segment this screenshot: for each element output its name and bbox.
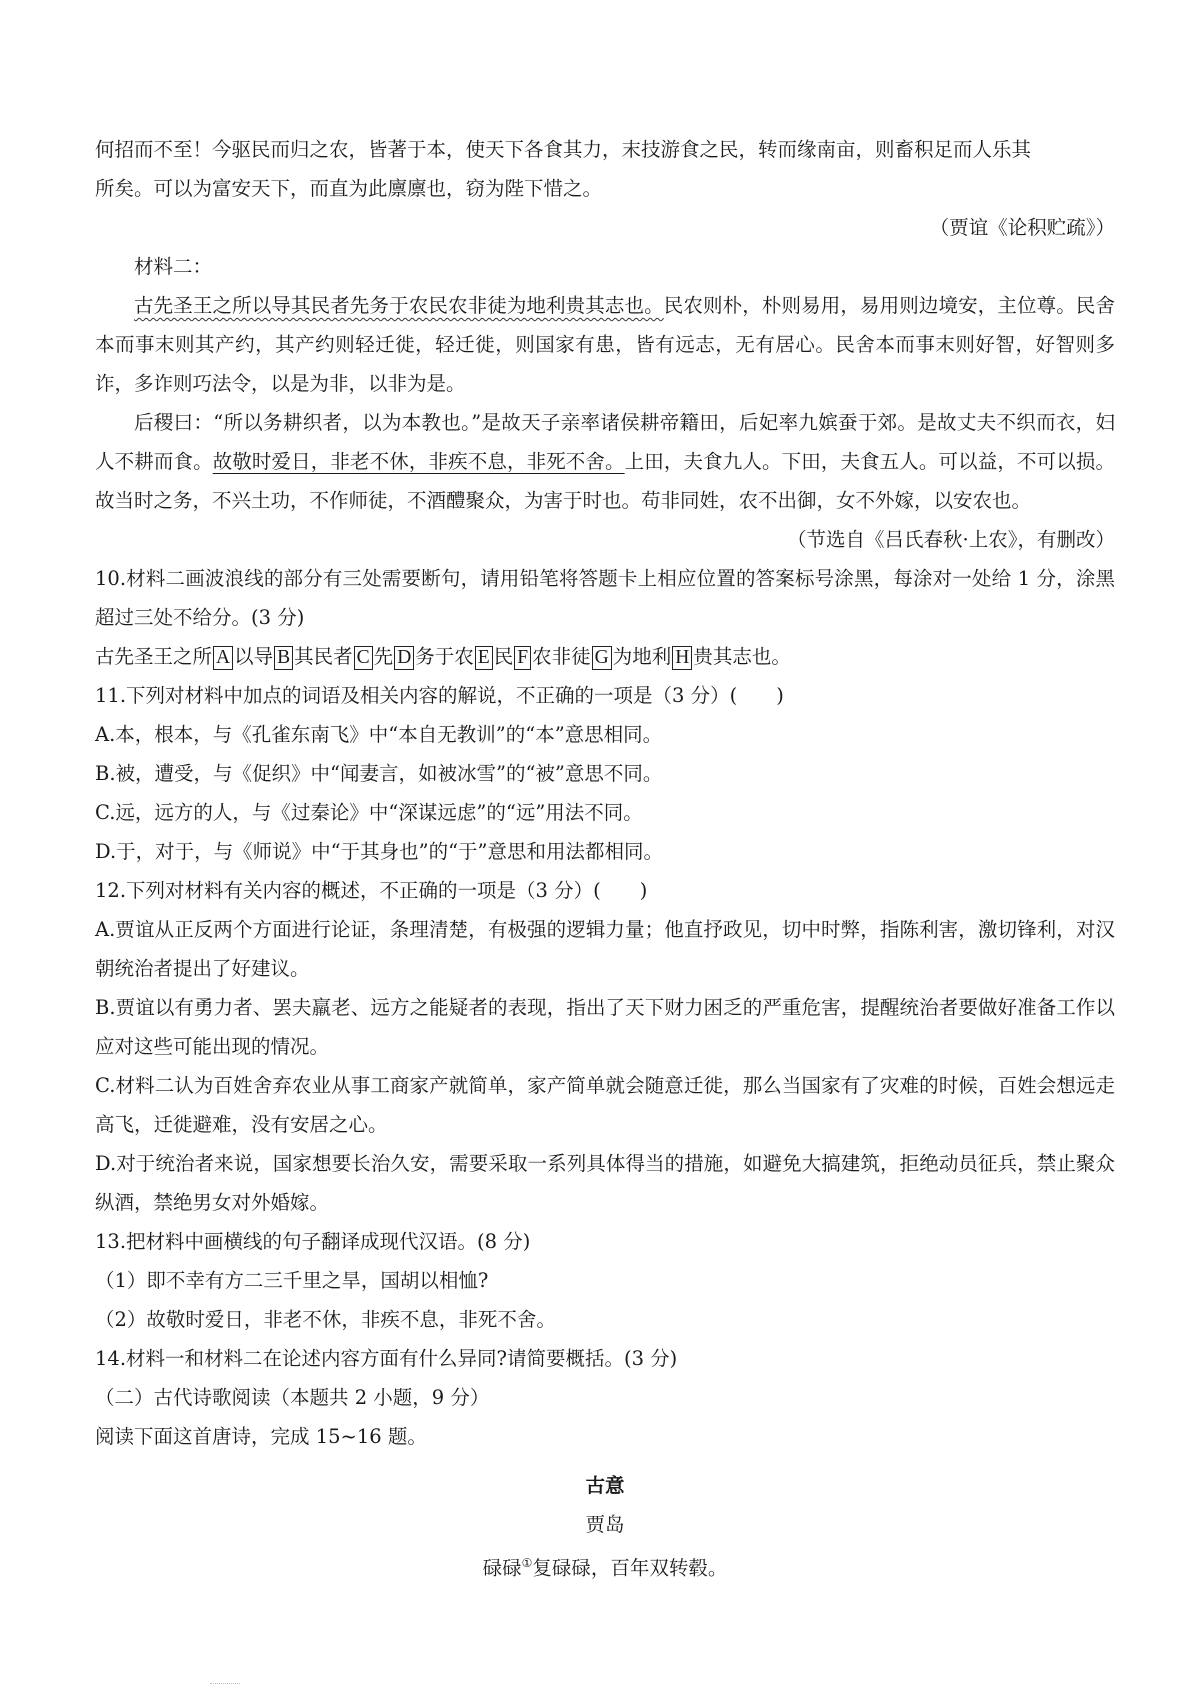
exam-page [95,130,1115,1588]
material2-p2-before: 后稷曰：“所以务耕织者，以为本教也。”是故天子亲率诸侯耕帝籍田，后妃率九嫔蚕于郊。是故丈夫不织而衣，妇人不耕而食。 [95,411,1115,473]
q10-box-f: F [514,646,531,670]
material1-line2: 所矣。可以为富安天下，而直为此廪廪也，窃为陛下惜之。 [95,177,603,200]
q13-stem: 13.把材料中画横线的句子翻译成现代汉语。(8 分) [95,1230,531,1253]
q10-sentence [95,637,1115,676]
material2-p2-after: 上田，夫食九人。下田，夫食五人。可以益，不可以损。故当时之务，不兴土功，不作师徒，不酒醴聚众，为害于时也。苟非同姓，农不出御，女不外嫁，以安农也。 [95,450,1115,512]
q12-option-d: D.对于统治者来说，国家想要长治久安，需要采取一系列具体得当的措施，如避免大搞建筑，拒绝动员征兵，禁止聚众纵酒，禁绝男女对外婚嫁。 [95,1152,1115,1214]
poem-title: 古意 [585,1474,625,1497]
q10-segment: 民 [493,645,514,668]
material2-paragraph-1 [95,286,1115,403]
q11-option-b: B.被，遭受，与《促织》中“闻妻言，如被冰雪”的“被”意思不同。 [95,762,663,785]
poem-line-1-end: 复碌碌，百年双转毂。 [532,1556,728,1580]
underlined-sentence: 故敬时爱日，非老不休，非疾不息，非死不舍。 [212,450,625,473]
section2-heading: （二）古代诗歌阅读（本题共 2 小题，9 分） [95,1386,490,1409]
material1-source: （贾谊《论积贮疏》） [929,216,1115,239]
q10-box-g: G [592,646,612,670]
footer-divider [210,1683,240,1684]
wavy-underlined-sentence: 古先圣王之所以导其民者先务于农民农非徒为地利贵其志也。 [134,294,664,317]
poem-line-1 [95,1544,1115,1588]
q10-box-b: B [274,646,293,670]
q10-segment: 贵其志也。 [693,645,791,668]
q10-segment: 其民者 [294,645,353,668]
q10-segment: 为地利 [612,645,672,668]
q11-stem: 11.下列对材料中加点的词语及相关内容的解说，不正确的一项是（3 分）( ) [95,684,784,707]
q10-box-a: A [213,646,233,670]
q13-item-1: （1）即不幸有方二三千里之旱，国胡以相恤? [95,1269,489,1292]
q10-segment: 先 [373,645,394,668]
material1-line1: 何招而不至！今驱民而归之农，皆著于本，使天下各食其力，末技游食之民，转而缘南亩，则畜积足而人乐其 [95,138,1032,161]
q11-option-a: A.本，根本，与《孔雀东南飞》中“本自无教训”的“本”意思相同。 [95,723,663,746]
q10-stem: 10.材料二画波浪线的部分有三处需要断句，请用铅笔将答题卡上相应位置的答案标号涂黑，每涂对一处给 1 分，涂黑超过三处不给分。(3 分) [95,567,1115,629]
q10-segment: 以导 [234,645,274,668]
material2-heading: 材料二： [134,255,213,278]
q10-segment: 务于农 [415,645,474,668]
q10-box-c: C [354,646,373,670]
q12-stem: 12.下列对材料有关内容的概述，不正确的一项是（3 分）( ) [95,879,648,902]
q14-stem: 14.材料一和材料二在论述内容方面有什么异同?请简要概括。(3 分) [95,1347,678,1370]
footnote-marker: ① [521,1556,533,1570]
poem-author: 贾岛 [585,1513,625,1536]
q10-segment: 古先圣王之所 [95,645,213,668]
q12-option-c: C.材料二认为百姓舍弃农业从事工商家产就简单，家产简单就会随意迁徙，那么当国家有了灾难的时候，百姓会想远走高飞，迁徙避难，没有安居之心。 [95,1074,1115,1136]
q11-option-c: C.远，远方的人，与《过秦论》中“深谋远虑”的“远”用法不同。 [95,801,643,824]
q11-option-d: D.于，对于，与《师说》中“于其身也”的“于”意思和用法都相同。 [95,840,664,863]
q10-box-d: D [394,646,414,670]
q10-box-e: E [475,646,493,670]
q10-segment: 农非徒 [532,645,591,668]
material2-p1-rest: 民农则朴，朴则易用，易用则边境安，主位尊。民舍本而事末则其产约，其产约则轻迁徙，轻迁徙，则国家有患，皆有远志，无有居心。民舍本而事末则好智，好智则多诈，多诈则巧法令，以是为非，以非为是。 [95,294,1115,395]
q10-box-h: H [672,646,692,670]
material2-source: （节选自《吕氏春秋·上农》，有删改） [787,528,1115,551]
q13-item-2: （2）故敬时爱日，非老不休，非疾不息，非死不舍。 [95,1308,556,1331]
material2-paragraph-2 [95,403,1115,520]
poem-line-1-start: 碌碌 [482,1556,522,1580]
section2-instruction: 阅读下面这首唐诗，完成 15~16 题。 [95,1425,427,1448]
q12-option-a: A.贾谊从正反两个方面进行论证，条理清楚，有极强的逻辑力量；他直抒政见，切中时弊，指陈利害，激切锋利，对汉朝统治者提出了好建议。 [95,918,1115,980]
q12-option-b: B.贾谊以有勇力者、罢夫羸老、远方之能疑者的表现，指出了天下财力困乏的严重危害，提醒统治者要做好准备工作以应对这些可能出现的情况。 [95,996,1115,1058]
